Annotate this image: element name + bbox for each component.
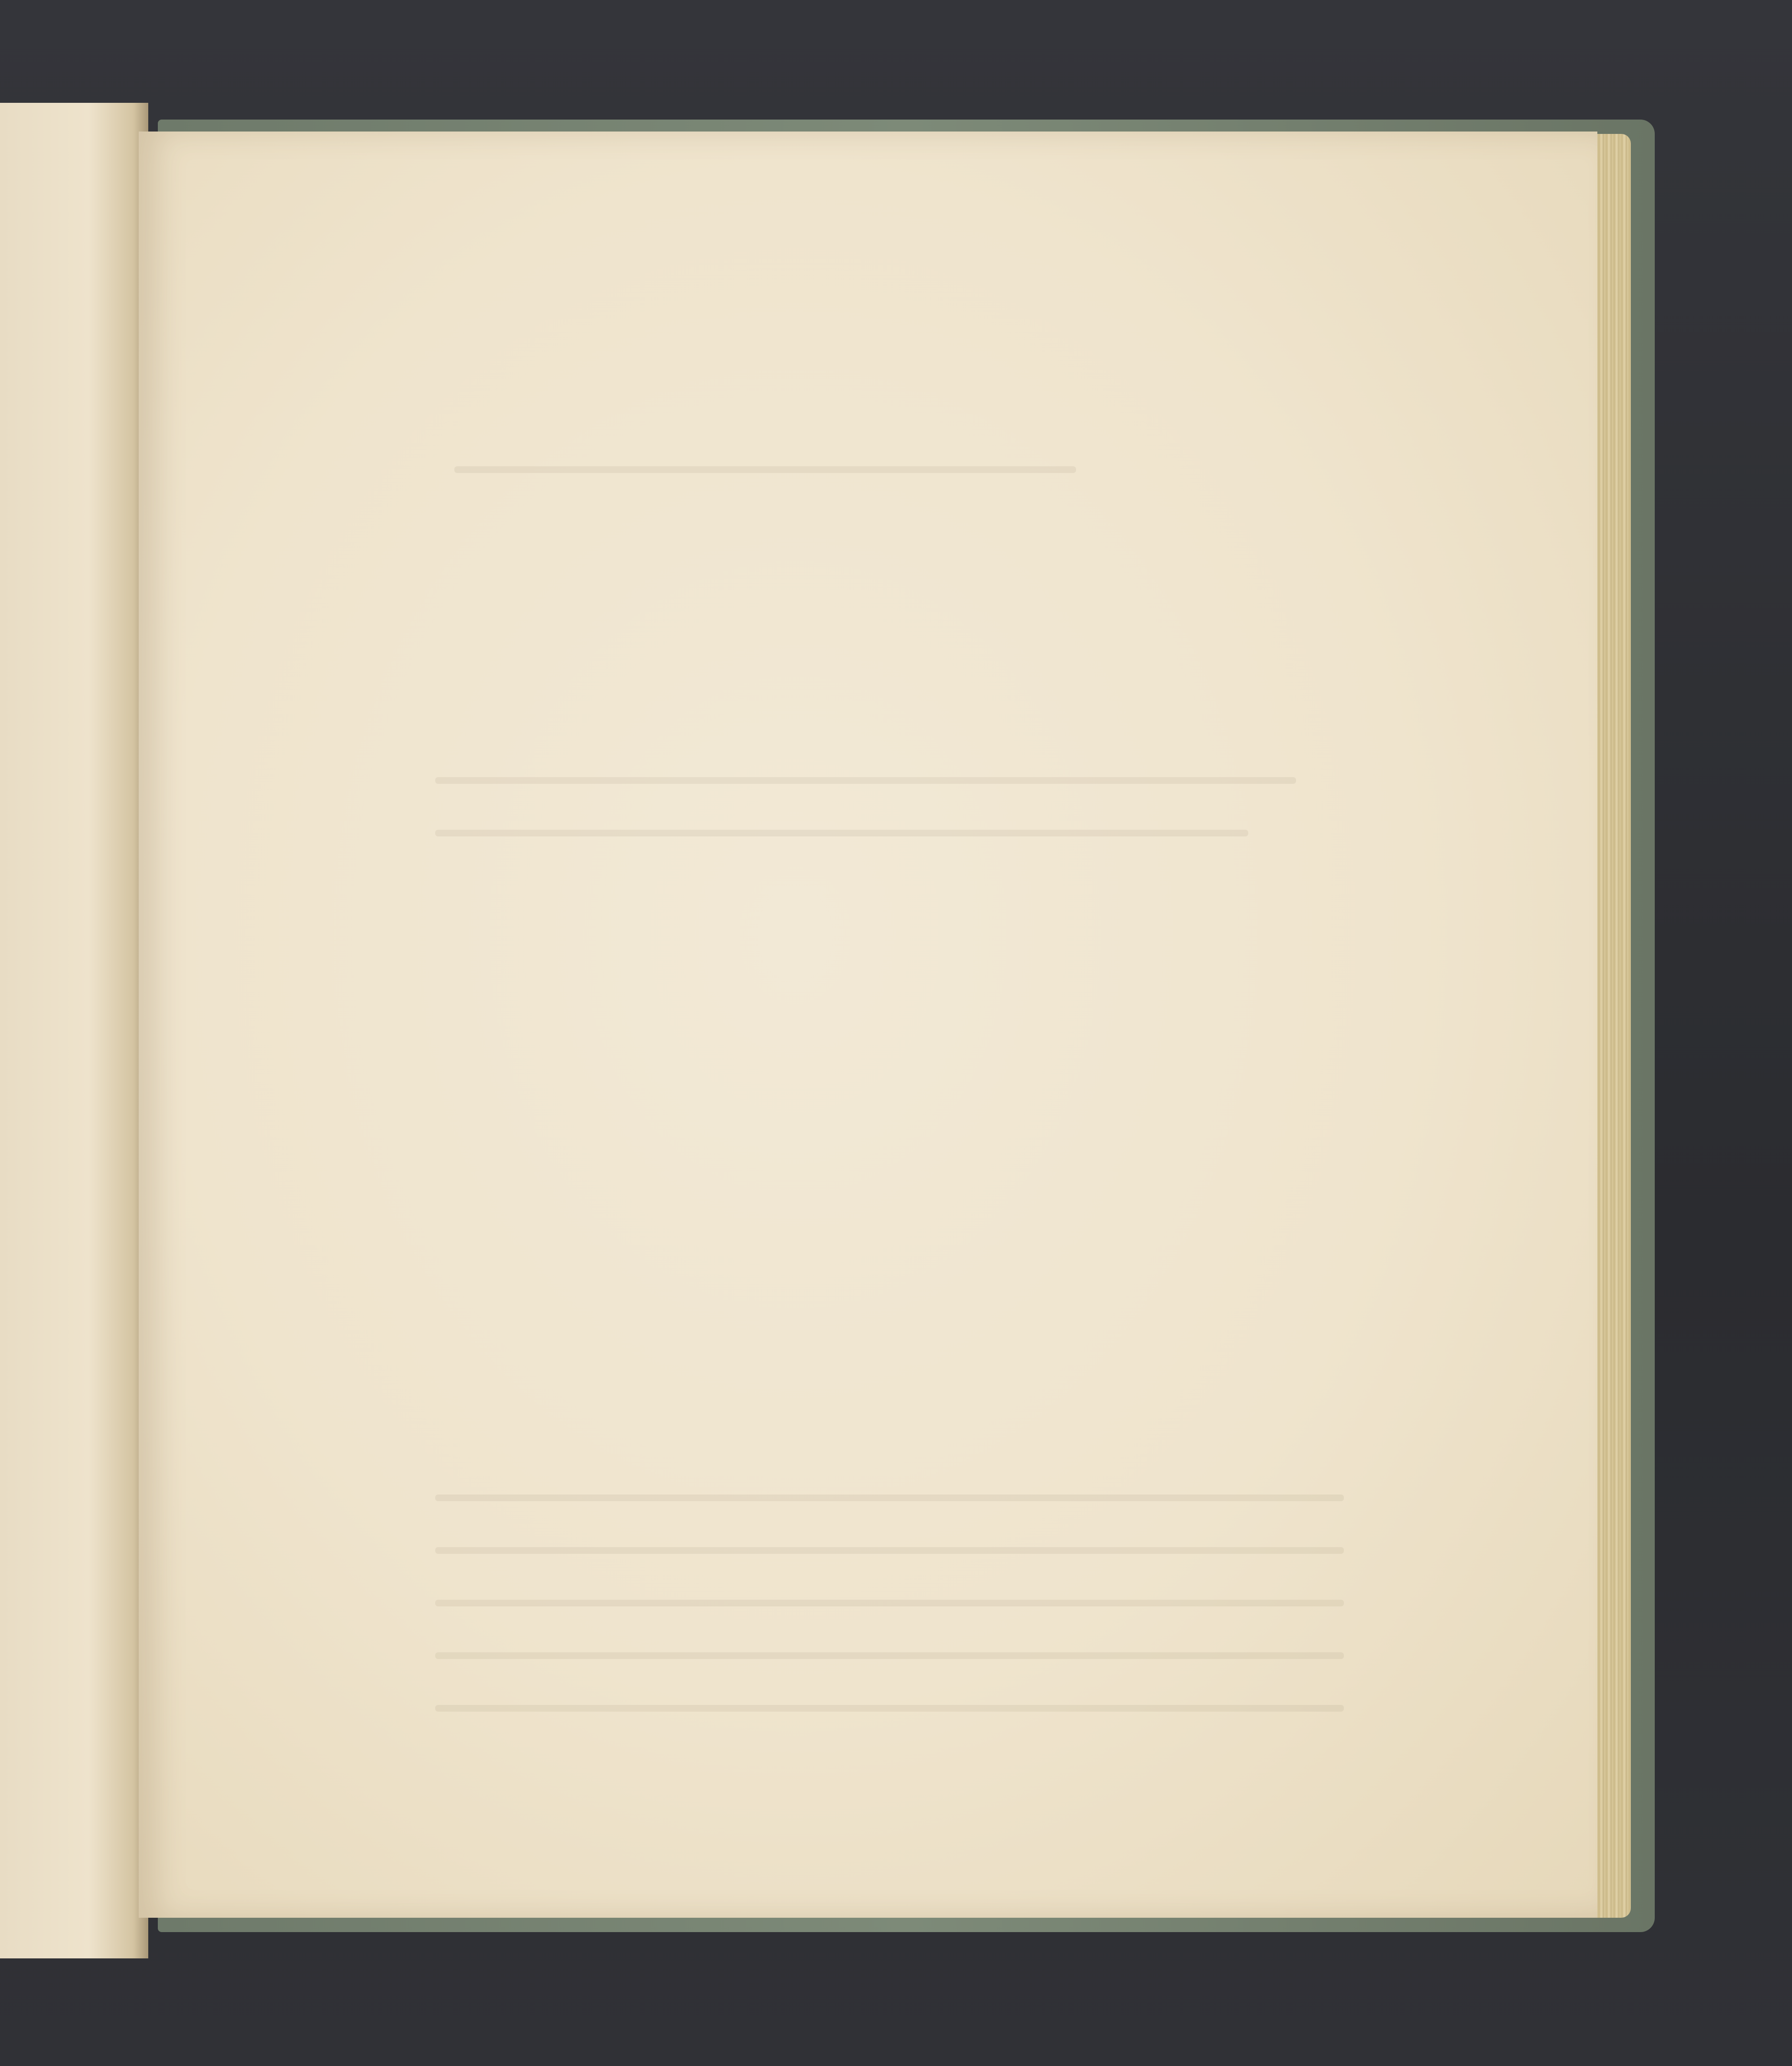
show-through-mark — [435, 1705, 1344, 1712]
show-through-mark — [435, 1495, 1344, 1501]
show-through-mark — [435, 830, 1248, 836]
left-page — [0, 103, 148, 1958]
show-through-mark — [435, 1547, 1344, 1554]
show-through-mark — [454, 466, 1076, 473]
show-through-mark — [435, 1600, 1344, 1606]
right-page — [139, 132, 1597, 1918]
show-through-mark — [435, 777, 1296, 784]
show-through-mark — [435, 1652, 1344, 1659]
